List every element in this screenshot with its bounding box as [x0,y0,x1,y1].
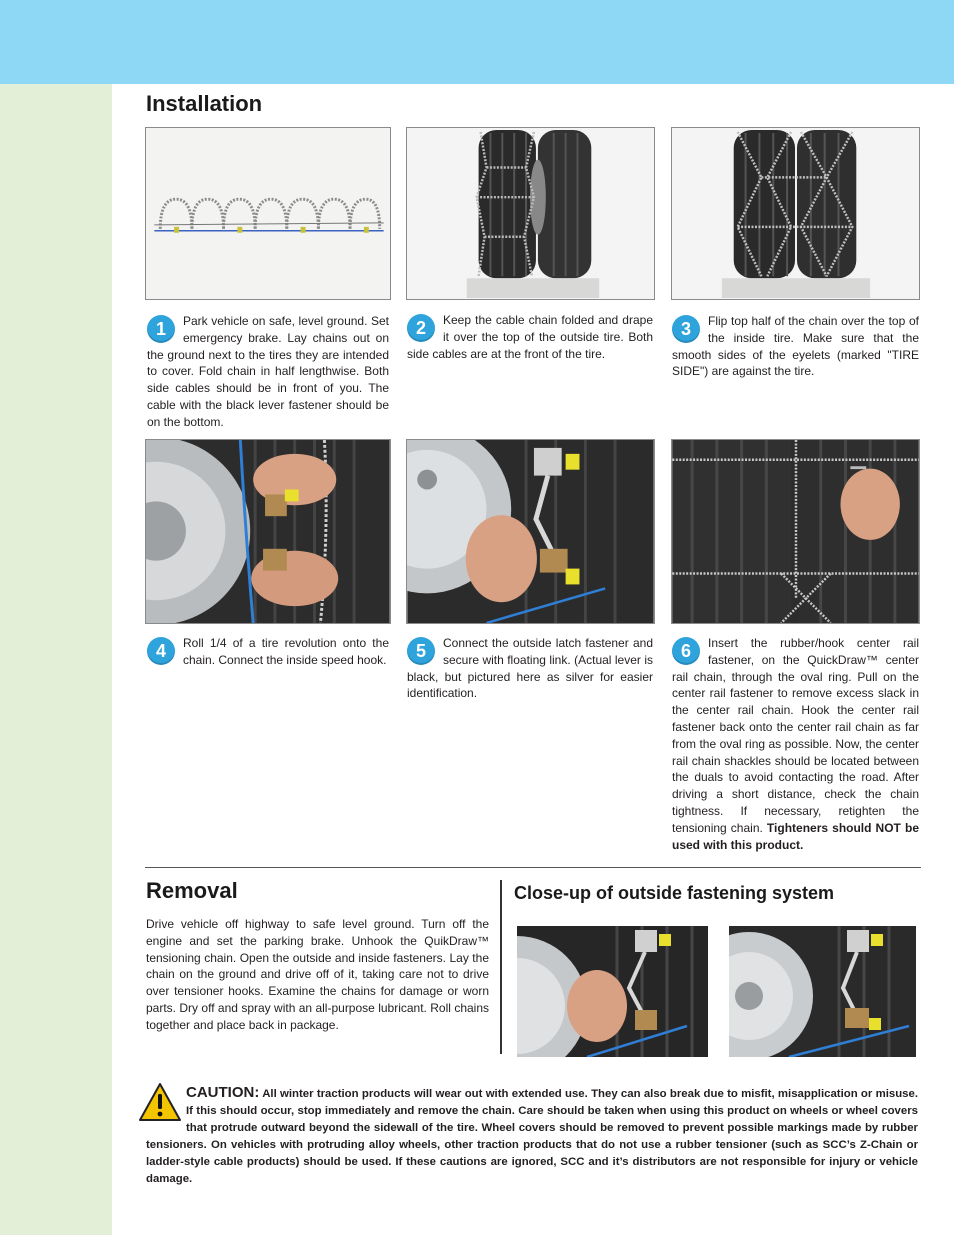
side-band [0,84,112,1235]
step-5-text: Connect the outside latch fastener and secure with floating link. (Actual lever is black, but pictured here as silver for easier identification. [407,636,653,701]
step-5 [407,635,653,702]
step-3 [672,313,919,380]
step-6-photo [671,439,920,624]
installation-title: Installation [146,91,263,116]
step-6-text: Insert the rubber/hook center rail fastener, on the QuickDraw™ center rail chain, through the oval ring. Pull on the center rail fastener to remove excess slack in the center rail chain. Hook the center rail fastener back onto the center rail chain as far from the oval ring as possible. Now, the center rail chain shackles should be located between the duals to avoid contacting the road. After driving a short distance, check the chain tightness. If necessary, retighten the tensioning chain. [672,636,919,835]
step-5-photo [406,439,655,624]
step-6-number: 6 [672,637,700,665]
header-band [0,0,954,84]
caution-notice [146,1084,918,1188]
step-1 [147,313,389,431]
caution-label: CAUTION: [186,1084,260,1101]
section-divider [145,867,921,868]
step-2-photo [406,127,655,300]
column-divider [500,880,502,1054]
removal-text: Drive vehicle off highway to safe level ground. Turn off the engine and set the parking brake. Unhook the QuikDraw™ tensioning chain. Open the outside and inside fasteners. Lay the chain on the ground and drive off of it, taking care not to drive over tensioner hooks. Examine the chains for damage or worn parts. Dry off and spray with an all-purpose lubricant. Roll chains together and place back in package. [146,917,489,1032]
step-6 [672,635,919,853]
step-4 [147,635,389,669]
step-1-photo [145,127,391,300]
step-4-text: Roll 1/4 of a tire revolution onto the chain. Connect the inside speed hook. [183,636,389,667]
step-2-number: 2 [407,314,435,342]
warning-triangle-icon [138,1082,182,1122]
removal-title: Removal [146,878,238,903]
step-1-text: Park vehicle on safe, level ground. Set emergency brake. Lay chains out on the ground next to the tires they are intended to cover. Fold chain in half lengthwise. Both side cables should be in front of you. The cable with the black lever fastener should be on the bottom. [147,314,389,429]
closeup-photo-left [517,926,708,1057]
caution-text: All winter traction products will wear out with extended use. They can also break due to misfit, misapplication or misuse. If this should occur, stop immediately and remove the chain. Care should be taken when using this product on wheels or wheel covers that protrude outward beyond the sidewall of the tire. Wheel covers should be removed to prevent possible markings made by rubber tensioners. On vehicles with protruding alloy wheels, other traction products that do not use a rubber tensioner (such as SCC’s Z-Chain or ladder-style cable products) should be used. If these cautions are ignored, SCC and it’s distributors are not responsible for injury or vehicle damage. [146,1088,918,1185]
step-5-number: 5 [407,637,435,665]
step-4-photo [145,439,391,624]
step-1-number: 1 [147,315,175,343]
step-2 [407,312,653,362]
step-2-text: Keep the cable chain folded and drape it over the top of the outside tire. Both side cables are at the front of the tire. [407,313,653,361]
closeup-title: Close-up of outside fastening system [514,883,835,903]
step-3-text: Flip top half of the chain over the top of the inside tire. Make sure that the smooth sides of the eyelets (marked "TIRE SIDE") are against the tire. [672,314,919,379]
closeup-photo-right [729,926,916,1057]
step-3-number: 3 [672,315,700,343]
step-4-number: 4 [147,637,175,665]
step-6-warning: Tighteners should NOT be used with this product. [672,820,919,852]
step-3-photo [671,127,920,300]
